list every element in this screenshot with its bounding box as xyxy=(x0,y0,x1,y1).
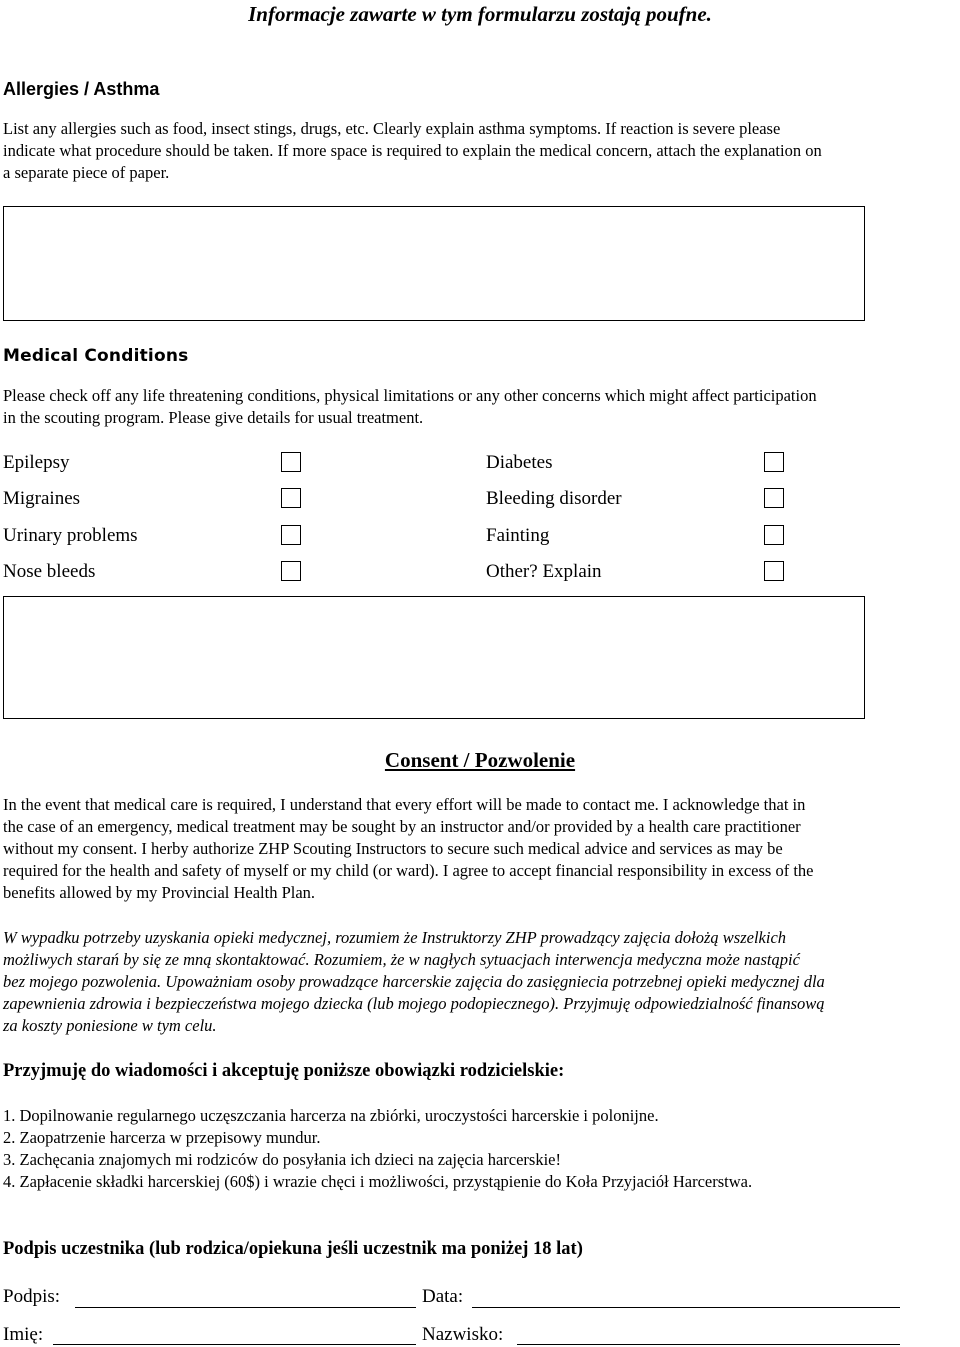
podpis-label: Podpis: xyxy=(3,1286,61,1307)
nazwisko-label: Nazwisko: xyxy=(422,1324,504,1345)
condition-fainting-label: Fainting xyxy=(486,525,550,546)
allergies-line-3: a separate piece of paper. xyxy=(3,163,170,182)
condition-migraines-label: Migraines xyxy=(3,488,81,509)
data-label: Data: xyxy=(422,1286,464,1307)
allergies-line-1: List any allergies such as food, insect stings, drugs, etc. Clearly explain asthma symptoms. If reaction is severe please xyxy=(3,119,781,138)
medical-line-2: in the scouting program. Please give details for usual treatment. xyxy=(3,408,424,427)
consent-pl-line-1: W wypadku potrzeby uzyskania opieki medycznej, rozumiem że Instruktorzy ZHP prowadzący zajęcia dołożą wszelkich xyxy=(3,928,787,947)
duty-item-1: 1. Dopilnowanie regularnego uczęszczania harcerza na zbiórki, uroczystości harcerskie i polonijne. xyxy=(3,1106,659,1125)
condition-other-label: Other? Explain xyxy=(486,561,602,582)
consent-pl-line-5: za koszty poniesione w tym celu. xyxy=(3,1016,217,1035)
consent-en-line-4: required for the health and safety of myself or my child (or ward). I agree to accept financial responsibility in excess of the xyxy=(3,861,814,880)
imie-field[interactable] xyxy=(53,1324,416,1345)
consent-pl-line-2: możliwych starań by się ze mną skontaktować. Rozumiem, że w nagłych sytuacjach interwencja medyczna może nastąpić xyxy=(3,950,800,969)
condition-bleeding-label: Bleeding disorder xyxy=(486,488,622,509)
consent-polish-paragraph xyxy=(3,927,958,1037)
consent-en-line-5: benefits allowed by my Provincial Health Plan. xyxy=(3,883,316,902)
consent-pl-line-3: bez mojego pozwolenia. Upoważniam osoby prowadzące harcerskie zajęcia do zasięgniecia potrzebnej opieki medycznej dla xyxy=(3,972,825,991)
consent-en-line-1: In the event that medical care is required, I understand that every effort will be made to contact me. I acknowledge that in xyxy=(3,795,806,814)
condition-migraines-checkbox[interactable] xyxy=(281,488,301,508)
imie-label: Imię: xyxy=(3,1324,44,1345)
condition-urinary-label: Urinary problems xyxy=(3,525,138,546)
podpis-field[interactable] xyxy=(75,1287,416,1308)
condition-diabetes-label: Diabetes xyxy=(486,452,553,473)
nazwisko-field[interactable] xyxy=(517,1324,900,1345)
consent-en-line-2: the case of an emergency, medical treatment may be sought by an instructor and/or provided by a health care practitioner xyxy=(3,817,801,836)
medical-conditions-heading: Medical Conditions xyxy=(3,346,189,366)
condition-fainting-checkbox[interactable] xyxy=(764,525,784,545)
duty-item-3: 3. Zachęcania znajomych mi rodziców do posyłania ich dzieci na zajęcia harcerskie! xyxy=(3,1150,561,1169)
consent-en-line-3: without my consent. I herby authorize ZHP Scouting Instructors to secure such medical advice and services as may be xyxy=(3,839,783,858)
duties-heading: Przyjmuję do wiadomości i akceptuję poniższe obowiązki rodzicielskie: xyxy=(3,1061,565,1081)
condition-epilepsy-checkbox[interactable] xyxy=(281,452,301,472)
consent-english-paragraph xyxy=(3,794,958,904)
condition-diabetes-checkbox[interactable] xyxy=(764,452,784,472)
medical-line-1: Please check off any life threatening conditions, physical limitations or any other concerns which might affect participation xyxy=(3,386,817,405)
consent-pl-line-4: zapewnienia zdrowia i bezpieczeństwa mojego dziecka (lub mojego podopiecznego). Przyjmuję odpowiedzialność finansową xyxy=(3,994,825,1013)
condition-urinary-checkbox[interactable] xyxy=(281,525,301,545)
medical-instructions xyxy=(3,385,958,429)
duty-item-2: 2. Zaopatrzenie harcerza w przepisowy mundur. xyxy=(3,1128,321,1147)
condition-other-checkbox[interactable] xyxy=(764,561,784,581)
condition-nose-bleeds-label: Nose bleeds xyxy=(3,561,96,582)
allergies-line-2: indicate what procedure should be taken. If more space is required to explain the medical concern, attach the explanation on xyxy=(3,141,822,160)
duty-item-4: 4. Zapłacenie składki harcerskiej (60$) i wrazie chęci i możliwości, przystąpienie do Koła Przyjaciół Harcerstwa. xyxy=(3,1172,753,1191)
condition-nose-bleeds-checkbox[interactable] xyxy=(281,561,301,581)
allergies-instructions xyxy=(3,118,958,184)
condition-bleeding-checkbox[interactable] xyxy=(764,488,784,508)
allergies-heading: Allergies / Asthma xyxy=(3,79,160,99)
consent-title: Consent / Pozwolenie xyxy=(384,748,576,772)
signature-heading: Podpis uczestnika (lub rodzica/opiekuna jeśli uczestnik ma poniżej 18 lat) xyxy=(3,1239,583,1259)
confidentiality-notice: Informacje zawarte w tym formularzu zostają poufne. xyxy=(248,2,712,26)
data-field[interactable] xyxy=(472,1287,900,1308)
condition-epilepsy-label: Epilepsy xyxy=(3,452,70,473)
allergies-textarea[interactable] xyxy=(3,206,865,321)
medical-explain-textarea[interactable] xyxy=(3,596,865,719)
